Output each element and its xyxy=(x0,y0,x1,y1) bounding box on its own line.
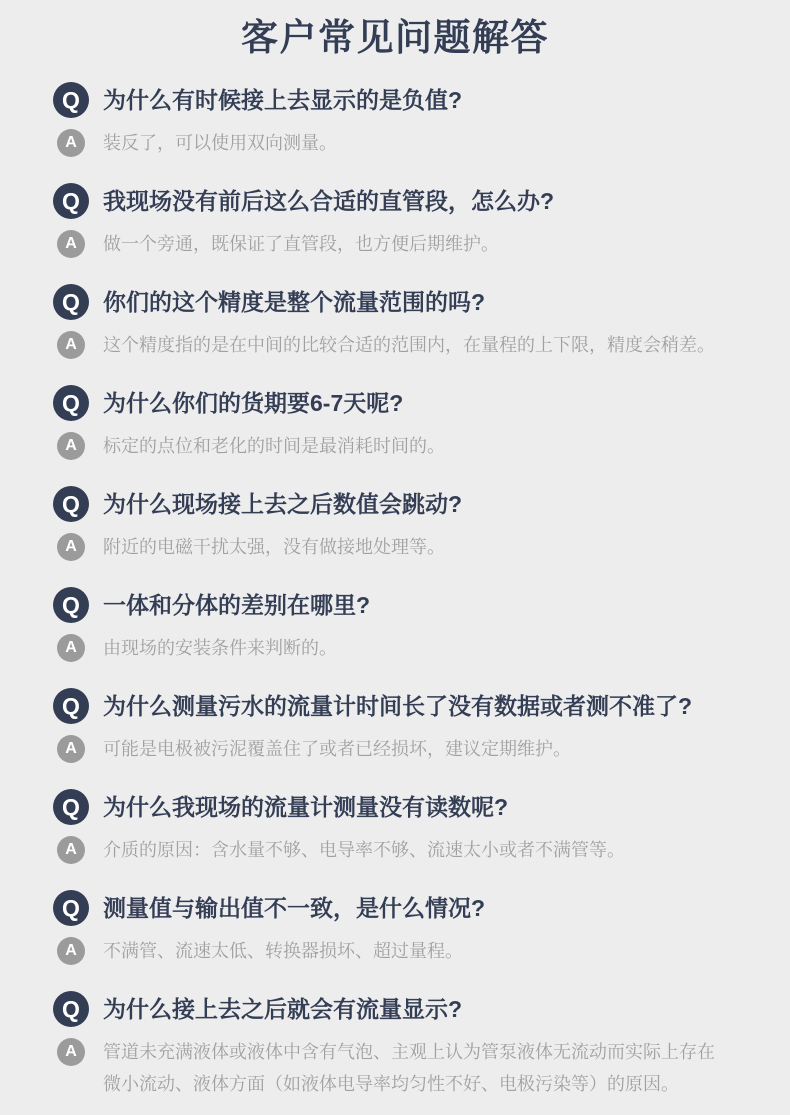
answer-text: 可能是电极被污泥覆盖住了或者已经损坏，建议定期维护。 xyxy=(103,739,571,759)
faq-item xyxy=(53,890,745,967)
answer-badge-icon: A xyxy=(57,836,85,864)
answer-row xyxy=(53,935,745,967)
answer-text: 管道未充满液体或液体中含有气泡、主观上认为管泵液体无流动而实际上存在微小流动、液体方面（如液体电导率均匀性不好、电极污染等）的原因。 xyxy=(103,1042,715,1094)
answer-row xyxy=(53,1036,745,1100)
question-row xyxy=(53,789,745,825)
faq-item xyxy=(53,789,745,866)
question-row xyxy=(53,82,745,118)
question-text: 为什么测量污水的流量计时间长了没有数据或者测不准了? xyxy=(103,693,693,719)
question-row xyxy=(53,385,745,421)
answer-badge-icon: A xyxy=(57,634,85,662)
question-text: 一体和分体的差别在哪里? xyxy=(103,592,371,618)
question-row xyxy=(53,688,745,724)
answer-row xyxy=(53,834,745,866)
question-text: 你们的这个精度是整个流量范围的吗? xyxy=(103,289,486,315)
answer-row xyxy=(53,127,745,159)
question-row xyxy=(53,486,745,522)
answer-row xyxy=(53,329,745,361)
question-badge-icon: Q xyxy=(53,890,89,926)
question-badge-icon: Q xyxy=(53,789,89,825)
answer-text: 由现场的安装条件来判断的。 xyxy=(103,638,337,658)
answer-text: 介质的原因：含水量不够、电导率不够、流速太小或者不满管等。 xyxy=(103,840,625,860)
faq-list xyxy=(0,82,790,1100)
answer-badge-icon: A xyxy=(57,129,85,157)
question-text: 我现场没有前后这么合适的直管段，怎么办? xyxy=(103,188,555,214)
answer-badge-icon: A xyxy=(57,1038,85,1066)
answer-row xyxy=(53,228,745,260)
answer-row xyxy=(53,632,745,664)
question-badge-icon: Q xyxy=(53,82,89,118)
faq-item xyxy=(53,991,745,1100)
question-badge-icon: Q xyxy=(53,991,89,1027)
question-badge-icon: Q xyxy=(53,284,89,320)
faq-item xyxy=(53,183,745,260)
question-badge-icon: Q xyxy=(53,688,89,724)
question-text: 为什么你们的货期要6-7天呢? xyxy=(103,390,404,416)
faq-item xyxy=(53,587,745,664)
question-badge-icon: Q xyxy=(53,587,89,623)
answer-badge-icon: A xyxy=(57,533,85,561)
question-text: 为什么我现场的流量计测量没有读数呢? xyxy=(103,794,509,820)
answer-row xyxy=(53,531,745,563)
answer-text: 标定的点位和老化的时间是最消耗时间的。 xyxy=(103,436,445,456)
faq-item xyxy=(53,688,745,765)
question-row xyxy=(53,183,745,219)
answer-badge-icon: A xyxy=(57,735,85,763)
answer-row xyxy=(53,733,745,765)
question-row xyxy=(53,890,745,926)
answer-badge-icon: A xyxy=(57,331,85,359)
question-row xyxy=(53,587,745,623)
answer-badge-icon: A xyxy=(57,432,85,460)
question-badge-icon: Q xyxy=(53,385,89,421)
question-row xyxy=(53,284,745,320)
answer-row xyxy=(53,430,745,462)
question-row xyxy=(53,991,745,1027)
faq-item xyxy=(53,82,745,159)
answer-text: 附近的电磁干扰太强，没有做接地处理等。 xyxy=(103,537,445,557)
question-badge-icon: Q xyxy=(53,486,89,522)
question-text: 为什么接上去之后就会有流量显示? xyxy=(103,996,463,1022)
faq-item xyxy=(53,284,745,361)
question-text: 为什么现场接上去之后数值会跳动? xyxy=(103,491,463,517)
answer-badge-icon: A xyxy=(57,230,85,258)
answer-text: 装反了，可以使用双向测量。 xyxy=(103,133,337,153)
question-text: 测量值与输出值不一致，是什么情况? xyxy=(103,895,486,921)
question-text: 为什么有时候接上去显示的是负值? xyxy=(103,87,463,113)
question-badge-icon: Q xyxy=(53,183,89,219)
faq-item xyxy=(53,486,745,563)
answer-text: 做一个旁通，既保证了直管段，也方便后期维护。 xyxy=(103,234,499,254)
answer-badge-icon: A xyxy=(57,937,85,965)
answer-text: 这个精度指的是在中间的比较合适的范围内，在量程的上下限，精度会稍差。 xyxy=(103,335,715,355)
page-title: 客户常见问题解答 xyxy=(241,17,549,58)
answer-text: 不满管、流速太低、转换器损坏、超过量程。 xyxy=(103,941,463,961)
faq-item xyxy=(53,385,745,462)
